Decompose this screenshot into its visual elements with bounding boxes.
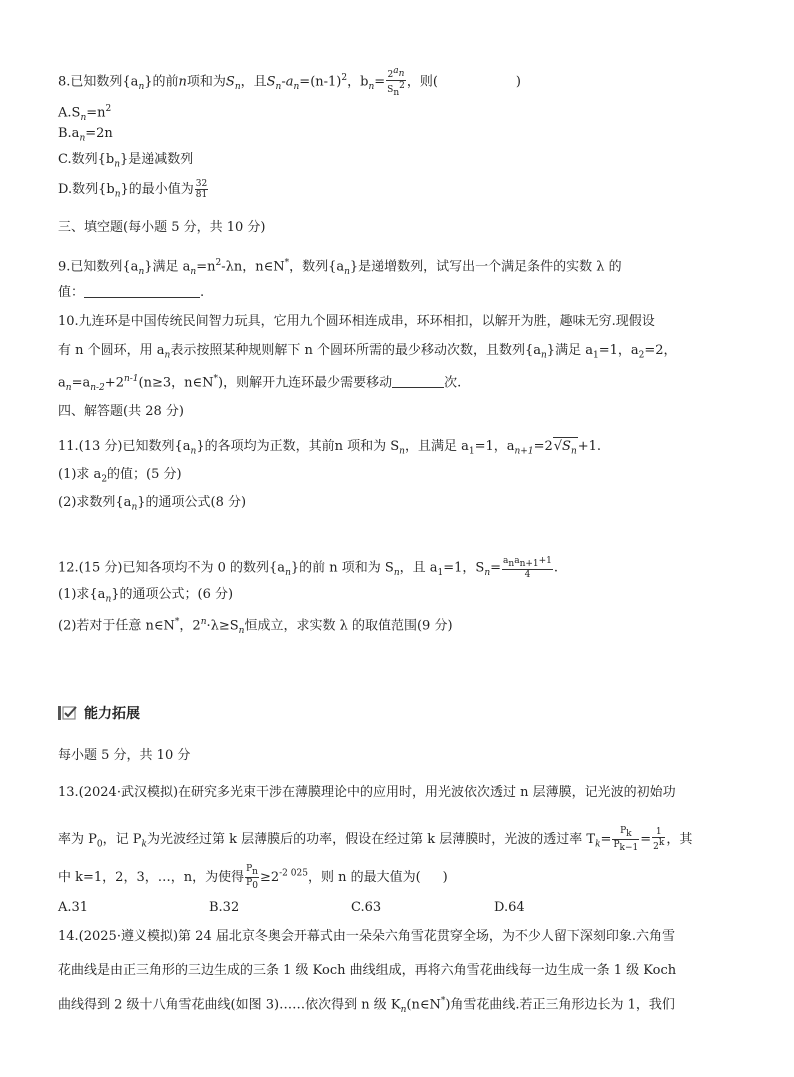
question-14-line2: 花曲线是由正三角形的三边生成的三条 1 级 Koch 曲线组成，再将六角雪花曲线每一边生成一条 1 级 Koch [58,963,677,978]
section-4-title: 四、解答题(共 28 分) [58,404,184,419]
question-10-line3: $a_n=a_{n-2}+2^{n-1}(n\ge 3$，n∈N*)，则解开九连环最少需要移动 次. [58,374,462,393]
q9-answer-blank [84,284,200,298]
q13-transmittance-fraction: $\frac{P_k}{P_{k-1}}$ [613,826,639,853]
q8-option-b: $B.a_n=2n$ [58,126,113,144]
q8-min-fraction: $\frac{32}{81}$ [195,179,208,200]
question-10-line2: 有 n 个圆环，用 $a_n$表示按照某种规则解下 n 个圆环所需的最少移动次数，且数列$\{a_n\}$满足 $a_1=1$，$a_2=2$， [58,343,677,361]
q13-option-a: A.31 [58,900,89,915]
q8-option-d: D.数列$\{b_n\}$的最小值为 $\frac{32}{81}$ [58,179,208,200]
question-9-line1: 9.已知数列$\{a_n\}$满足 $a_n=n^2-\lambda n$，n∈N*，数列$\{a_n\}$是递增数列，试写出一个满足条件的实数 λ 的 [58,258,622,277]
q13-option-d: D.64 [494,900,525,915]
q13-ratio-fraction: $\frac{P_n}{P_0}$ [246,864,258,891]
question-13-line3: 中 k=1，2，3，…，n，为使得 $\frac{P_n}{P_0}$ $\ge 2^{-2 025}$，则 n 的最大值为( ) [58,864,448,891]
ability-note: 每小题 5 分，共 10 分 [58,748,191,763]
q10-answer-blank [392,374,444,388]
question-8-stem: 8.已知数列$\{a_n\}$的前n项和为$S_n$，且$S_n-a_n=(n-1)^2$，$b_n=$ $\frac{2^{a_n}}{S_n^2}$ ，则( ) [58,66,521,98]
q8-option-a: $A.S_n=n^2$ [58,104,112,123]
sqrt-sn: $√S_n$ [553,437,578,461]
question-13-line1: 13.(2024·武汉模拟)在研究多光束干涉在薄膜理论中的应用时，用光波依次透过 n 层薄膜，记光波的初始功 [58,785,676,800]
question-12-part2: (2)若对于任意 n∈N*，$2^n\cdot\lambda\ge S_n$恒成立，求实数 λ 的取值范围(9 分) [58,617,453,636]
question-12-stem: 12.(15 分)已知各项均不为 0 的数列$\{a_n\}$的前 n 项和为 $S_n$，且 $a_1=1$，$S_n=$ $\frac{a_na_{n+1}+1}{4}$ . [58,556,559,580]
question-13-line2: 率为 $P_0$，记 $P_k$为光波经过第 k 层薄膜后的功率，假设在经过第 k 层薄膜时，光波的透过率 $T_k=$ $\frac{P_k}{P_{k-1}}$ = $\frac{1}{2^k}$ ，其 [58,826,693,853]
ability-title: 能力拓展 [84,706,140,722]
question-11-part2: (2)求数列$\{a_n\}$的通项公式(8 分) [58,495,247,513]
question-10-line1: 10.九连环是中国传统民间智力玩具，它用九个圆环相连成串，环环相扣，以解开为胜，趣味无穷.现假设 [58,314,655,329]
q13-half-power-fraction: $\frac{1}{2^k}$ [653,826,665,852]
question-14-line3: 曲线得到 2 级十八角雪花曲线(如图 3)……依次得到 n 级 $K_n(n\in N^*)$角雪花曲线.若正三角形边长为 1，我们 [58,996,675,1015]
section-3-title: 三、填空题(每小题 5 分，共 10 分) [58,220,266,235]
question-9-line2: 值： . [58,285,205,300]
q8-option-c: C.数列$\{b_n\}$是递减数列 [58,152,194,170]
q12-sn-fraction: $\frac{a_na_{n+1}+1}{4}$ [503,556,552,580]
question-12-part1: (1)求$\{a_n\}$的通项公式；(6 分) [58,587,234,605]
q8-bn-fraction: $\frac{2^{a_n}}{S_n^2}$ [387,66,405,98]
question-14-line1: 14.(2025·遵义模拟)第 24 届北京冬奥会开幕式由一朵朵六角雪花贯穿全场，为不少人留下深刻印象.六角雪 [58,929,675,944]
q13-option-c: C.63 [351,900,382,915]
pencil-check-icon [58,705,78,727]
question-11-stem: 11.(13 分)已知数列$\{a_n\}$的各项均为正数，其前n 项和为 $S_n$，且满足 $a_1=1$，$a_{n+1}=2√S_n+1$. [58,437,601,461]
ability-section-header [58,705,140,727]
question-11-part1: (1)求 $a_2$的值；(5 分) [58,467,182,485]
q13-option-b: B.32 [209,900,240,915]
